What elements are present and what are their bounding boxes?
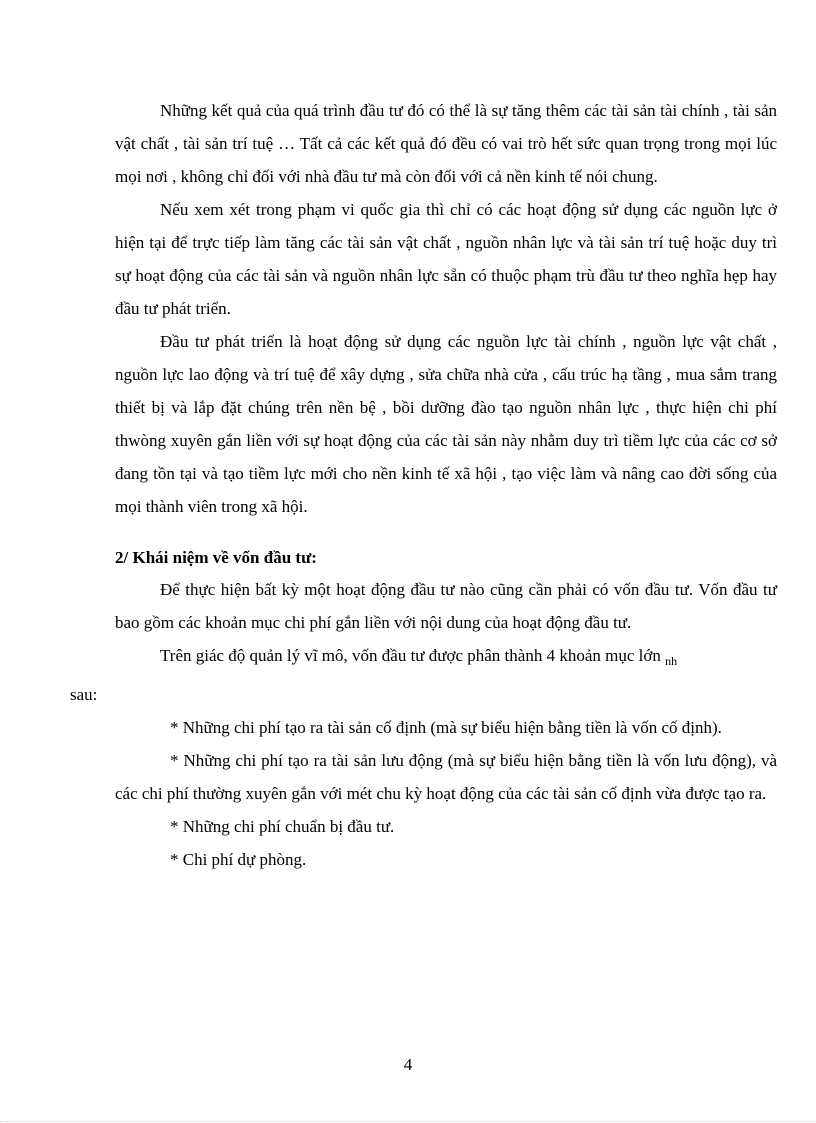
section-heading-capital: 2/ Khái niệm về vốn đầu tư: bbox=[115, 548, 317, 567]
paragraph-capital-definition: Để thực hiện bất kỳ một hoạt động đầu tư nào cũng cần phải có vốn đầu tư. Vốn đầu tư bao gồm các khoản mục chi phí gắn liền với nội dung của hoạt động đầu tư. bbox=[115, 580, 777, 632]
capital-categories-subscript: nh bbox=[665, 654, 678, 668]
bullet-current-assets: * Những chi phí tạo ra tài sản lưu động (mà sự biểu hiện bằng tiền là vốn lưu động), và các chi phí thường xuyên gắn với mét chu kỳ hoạt động của các tài sản cố định vừa được tạo ra. bbox=[115, 751, 777, 803]
paragraph-development-investment: Đầu tư phát triển là hoạt động sử dụng các nguồn lực tài chính , nguồn lực vật chất , nguồn lực lao động và trí tuệ để xây dựng , sửa chữa nhà cửa , cấu trúc hạ tầng , mua sắm trang thiết bị và lắp đặt chúng trên nền bệ , bồi dưỡng đào tạo nguồn nhân lực , thực hiện chi phí thwòng xuyên gắn liền với sự hoạt động của các tài sản này nhằm duy trì tiềm lực của các cơ sở đang tồn tại và tạo tiềm lực mới cho nền kinh tế xã hội , tạo việc làm và nâng cao đời sống của mọi thành viên trong xã hội. bbox=[115, 332, 777, 516]
paragraph-capital-categories bbox=[70, 639, 777, 711]
page-bottom-border bbox=[0, 1121, 816, 1122]
paragraph-national-scope: Nếu xem xét trong phạm vi quốc gia thì chỉ có các hoạt động sử dụng các nguồn lực ở hiện tại để trực tiếp làm tăng các tài sản vật chất , nguồn nhân lực và tài sản trí tuệ hoặc duy trì sự hoạt động của các tài sản và nguồn nhân lực sẵn có thuộc phạm trù đầu tư theo nghĩa hẹp hay đầu tư phát triển. bbox=[115, 200, 777, 318]
bullet-fixed-assets: * Những chi phí tạo ra tài sản cố định (mà sự biểu hiện bằng tiền là vốn cố định). bbox=[170, 718, 722, 737]
page-body bbox=[70, 94, 777, 876]
capital-categories-text: Trên giác độ quản lý vĩ mô, vốn đầu tư được phân thành 4 khoản mục lớn bbox=[160, 646, 661, 665]
bullet-preparation-costs: * Những chi phí chuẩn bị đầu tư. bbox=[170, 817, 395, 836]
page-number: 4 bbox=[403, 1055, 413, 1074]
bullet-contingency-costs: * Chi phí dự phòng. bbox=[170, 850, 307, 869]
paragraph-investment-results: Những kết quả của quá trình đầu tư đó có thể là sự tăng thêm các tài sản tài chính , tài sản vật chất , tài sản trí tuệ … Tất cả các kết quả đó đều có vai trò hết sức quan trọng trong mọi lúc mọi nơi , không chỉ đối với nhà đầu tư mà còn đối với cả nền kinh tế nói chung. bbox=[115, 101, 777, 186]
capital-categories-tail: sau: bbox=[70, 685, 98, 704]
